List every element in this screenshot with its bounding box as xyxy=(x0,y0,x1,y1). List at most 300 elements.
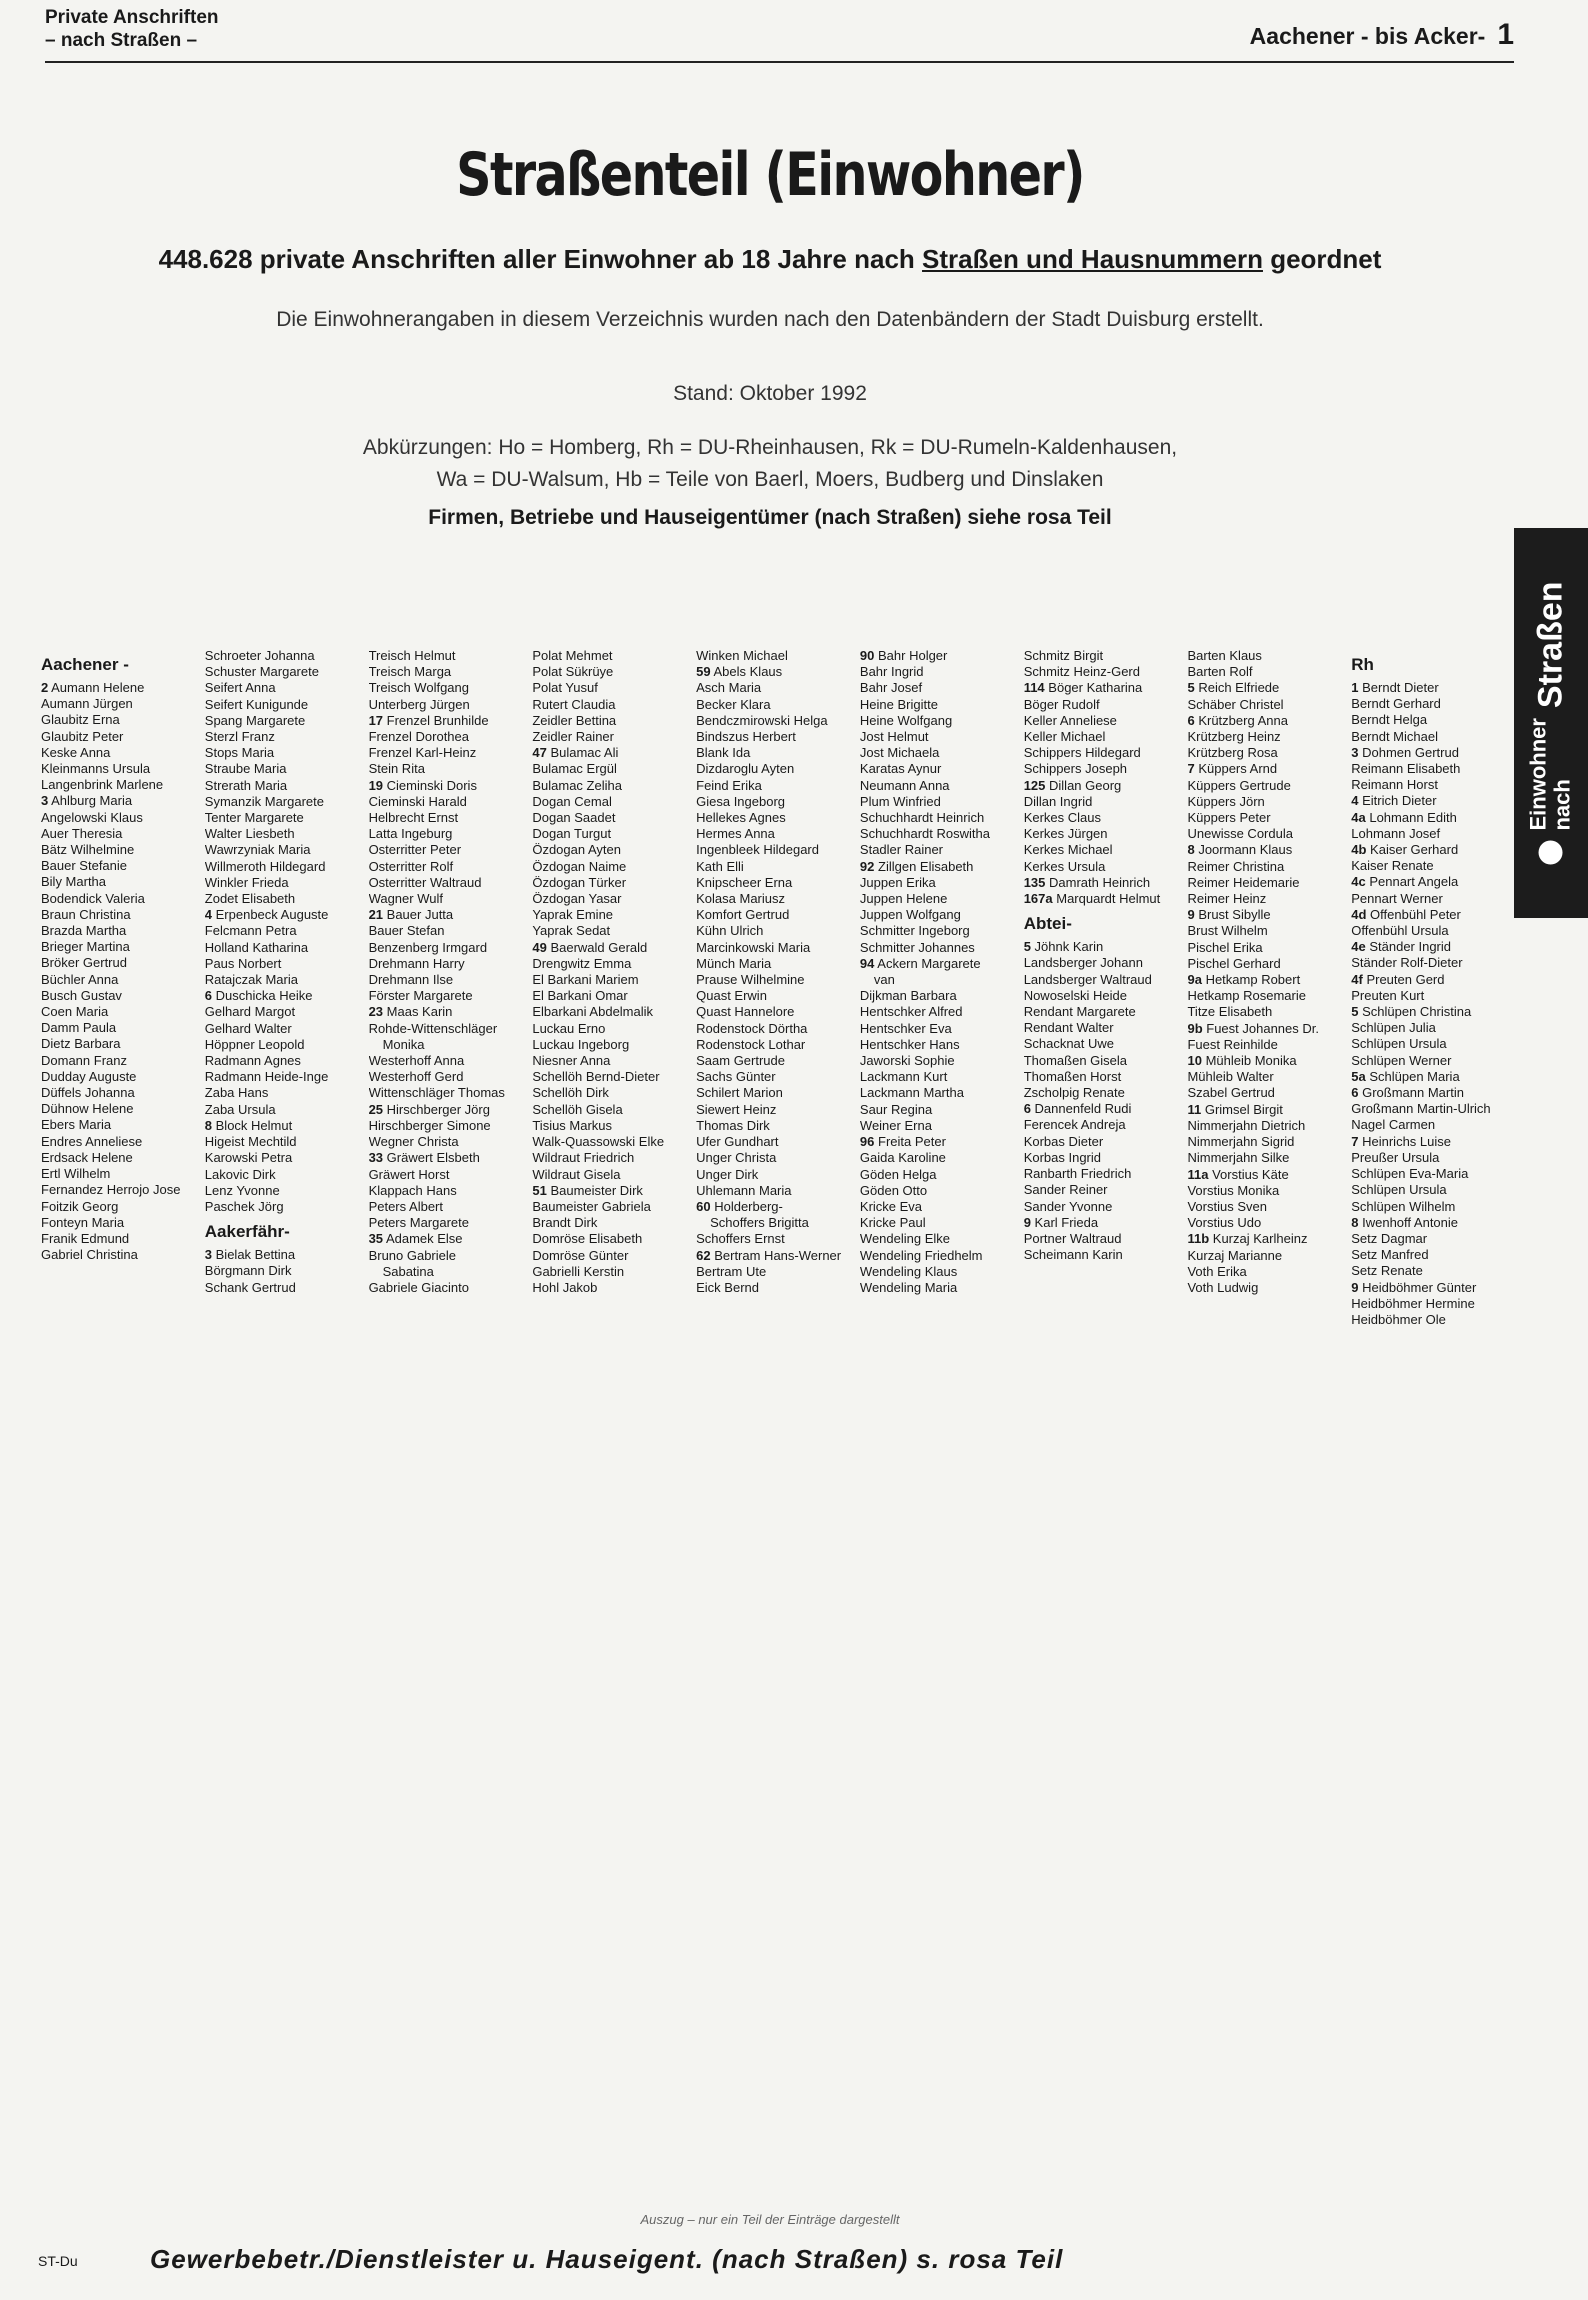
resident-name: Zaba Hans xyxy=(204,1085,269,1101)
resident-entry xyxy=(1024,1020,1184,1036)
resident-name: Schippers Hildegard xyxy=(1023,745,1141,761)
resident-name: Reich Elfriede xyxy=(1198,680,1280,696)
resident-name: Rutert Claudia xyxy=(532,696,616,712)
header-street-range: Aachener - bis Acker- xyxy=(1249,23,1486,49)
resident-entry xyxy=(1351,1312,1511,1328)
directory-column xyxy=(1351,648,1511,2228)
resident-entry xyxy=(1351,1166,1511,1182)
resident-entry xyxy=(860,1021,1020,1037)
house-number: 59 xyxy=(696,664,711,680)
resident-entry xyxy=(41,1020,201,1036)
resident-name: Wendeling Elke xyxy=(859,1231,950,1247)
resident-entry xyxy=(1187,648,1347,664)
section-side-tab xyxy=(1514,528,1588,918)
subtitle-post: geordnet xyxy=(1262,244,1382,274)
resident-entry xyxy=(696,745,856,761)
resident-name: Gabriel Christina xyxy=(41,1247,138,1263)
resident-name: Schmitz Heinz-Gerd xyxy=(1023,664,1140,680)
resident-name: Nagel Carmen xyxy=(1351,1117,1436,1133)
resident-entry xyxy=(532,810,692,826)
resident-name: Wittenschläger Thomas xyxy=(368,1085,505,1101)
resident-name: Thomaßen Horst xyxy=(1023,1068,1122,1084)
resident-entry xyxy=(369,875,529,891)
resident-entry xyxy=(532,842,692,858)
resident-entry xyxy=(1187,891,1347,907)
street-heading: Abtei- xyxy=(1023,914,1072,934)
house-number: 4e xyxy=(1351,939,1366,955)
resident-entry xyxy=(41,712,201,728)
resident-entry xyxy=(41,955,201,971)
header-left-line1: Private Anschriften xyxy=(45,7,219,28)
resident-name: Böger Katharina xyxy=(1048,680,1143,696)
resident-entry xyxy=(41,1069,201,1085)
resident-name: Busch Gustav xyxy=(41,987,122,1003)
resident-name: Sabatina xyxy=(382,1263,434,1279)
resident-name: Bauer Stefan xyxy=(368,923,445,939)
resident-name: Schlüpen Maria xyxy=(1369,1068,1460,1084)
resident-name: Düffels Johanna xyxy=(41,1085,135,1101)
resident-name: Ufer Gundhart xyxy=(696,1134,779,1150)
resident-name: Schacknat Uwe xyxy=(1023,1036,1115,1052)
resident-entry xyxy=(41,874,201,890)
resident-name: Kolasa Mariusz xyxy=(696,891,785,907)
resident-entry xyxy=(1024,794,1184,810)
resident-name: Dijkman Barbara xyxy=(859,988,957,1004)
resident-name: Gaida Karoline xyxy=(859,1150,946,1166)
resident-entry xyxy=(1024,697,1184,713)
resident-name: Sterzl Franz xyxy=(204,729,275,745)
resident-entry xyxy=(1024,1247,1184,1263)
resident-entry xyxy=(532,875,692,891)
resident-entry xyxy=(696,988,856,1004)
resident-entry xyxy=(205,1004,365,1020)
resident-entry xyxy=(1024,745,1184,761)
resident-name: Zodet Elisabeth xyxy=(204,891,296,907)
resident-entry xyxy=(1024,1004,1184,1020)
resident-entry xyxy=(696,1102,856,1118)
resident-entry xyxy=(696,1183,856,1199)
resident-name: Titze Elisabeth xyxy=(1187,1004,1273,1020)
resident-name: Preuten Kurt xyxy=(1351,987,1425,1003)
house-number: 33 xyxy=(368,1150,384,1166)
house-number: 6 xyxy=(1351,1085,1359,1101)
resident-name: Krützberg Anna xyxy=(1198,712,1288,728)
resident-entry xyxy=(369,778,529,794)
resident-name: Schuster Margarete xyxy=(204,664,319,680)
tab-dot-icon xyxy=(1539,841,1563,865)
resident-name: Damm Paula xyxy=(41,1020,117,1036)
resident-entry xyxy=(369,810,529,826)
resident-name: Karl Frieda xyxy=(1034,1214,1099,1230)
resident-name: Offenbühl Peter xyxy=(1370,906,1461,922)
resident-name: Sander Yvonne xyxy=(1023,1198,1113,1214)
resident-entry xyxy=(696,1248,856,1264)
resident-name: Wildraut Friedrich xyxy=(532,1150,635,1166)
resident-entry xyxy=(1351,729,1511,745)
resident-entry xyxy=(860,891,1020,907)
resident-name: Scheimann Karin xyxy=(1023,1247,1123,1263)
resident-entry xyxy=(1187,826,1347,842)
resident-name: Bahr Holger xyxy=(878,648,948,663)
resident-name: Voth Erika xyxy=(1187,1263,1247,1279)
resident-entry xyxy=(860,1150,1020,1166)
resident-name: Winken Michael xyxy=(696,648,788,663)
resident-entry xyxy=(205,1037,365,1053)
resident-name: Domann Franz xyxy=(41,1052,127,1068)
resident-name: Heine Brigitte xyxy=(859,696,938,712)
resident-entry xyxy=(41,777,201,793)
resident-name: van xyxy=(873,972,895,988)
house-number: 90 xyxy=(859,648,875,663)
resident-name: Marquardt Helmut xyxy=(1056,891,1161,907)
resident-entry xyxy=(1187,1183,1347,1199)
resident-entry xyxy=(1351,712,1511,728)
house-number: 62 xyxy=(696,1247,711,1263)
resident-name: Blank Ida xyxy=(696,745,751,761)
resident-name: Küppers Jörn xyxy=(1187,793,1265,809)
resident-entry xyxy=(696,842,856,858)
resident-entry xyxy=(205,1118,365,1134)
resident-name: Block Helmut xyxy=(215,1117,293,1133)
resident-name: Peters Margarete xyxy=(368,1215,469,1231)
resident-entry xyxy=(369,713,529,729)
resident-name: Schuchhardt Heinrich xyxy=(859,810,985,826)
resident-entry xyxy=(696,697,856,713)
resident-entry xyxy=(1024,842,1184,858)
resident-entry xyxy=(860,1264,1020,1280)
subtitle xyxy=(0,244,1540,275)
resident-name: Offenbühl Ursula xyxy=(1351,923,1449,939)
house-number: 9b xyxy=(1187,1020,1203,1036)
resident-name: Luckau Erno xyxy=(532,1020,606,1036)
resident-entry xyxy=(369,826,529,842)
resident-entry xyxy=(369,1102,529,1118)
resident-entry xyxy=(1024,1117,1184,1133)
resident-entry xyxy=(860,664,1020,680)
resident-name: Cieminski Harald xyxy=(368,793,467,809)
resident-entry xyxy=(369,1069,529,1085)
resident-entry xyxy=(41,1199,201,1215)
resident-entry xyxy=(860,940,1020,956)
resident-name: Dogan Turgut xyxy=(532,826,612,842)
resident-name: Higeist Mechtild xyxy=(204,1134,297,1150)
resident-name: Langenbrink Marlene xyxy=(41,777,164,793)
resident-entry xyxy=(369,923,529,939)
resident-entry xyxy=(41,988,201,1004)
house-number: 25 xyxy=(368,1101,384,1117)
resident-entry xyxy=(1187,1134,1347,1150)
house-number: 47 xyxy=(532,745,547,761)
resident-entry xyxy=(1024,729,1184,745)
house-number: 11 xyxy=(1187,1101,1202,1117)
resident-entry xyxy=(369,1134,529,1150)
resident-entry xyxy=(369,745,529,761)
house-number: 6 xyxy=(204,988,213,1004)
resident-entry xyxy=(205,745,365,761)
resident-entry xyxy=(532,1069,692,1085)
resident-name: Kleinmanns Ursula xyxy=(41,761,151,777)
resident-name: Willmeroth Hildegard xyxy=(204,858,326,874)
directory-column xyxy=(696,648,856,2228)
resident-name: Berndt Dieter xyxy=(1362,680,1439,695)
resident-name: Bodendick Valeria xyxy=(41,890,145,906)
resident-name: Feind Erika xyxy=(696,777,762,793)
resident-name: Setz Manfred xyxy=(1351,1247,1429,1263)
resident-entry xyxy=(860,1248,1020,1264)
resident-name: Keske Anna xyxy=(41,744,111,760)
resident-entry xyxy=(860,680,1020,696)
resident-entry xyxy=(1024,826,1184,842)
resident-name: Neumann Anna xyxy=(859,777,950,793)
resident-entry xyxy=(41,891,201,907)
resident-entry xyxy=(1351,761,1511,777)
resident-entry xyxy=(369,1280,529,1296)
resident-entry xyxy=(369,1085,529,1101)
resident-entry xyxy=(696,1053,856,1069)
resident-name: Wawrzyniak Maria xyxy=(204,842,311,858)
page-number: 1 xyxy=(1497,18,1514,51)
resident-entry xyxy=(369,794,529,810)
resident-entry xyxy=(1187,972,1347,988)
resident-entry xyxy=(1024,713,1184,729)
resident-entry xyxy=(41,729,201,745)
resident-entry xyxy=(860,923,1020,939)
resident-name: Korbas Ingrid xyxy=(1023,1149,1102,1165)
resident-entry xyxy=(1024,648,1184,664)
resident-entry xyxy=(1024,1069,1184,1085)
resident-entry xyxy=(41,793,201,809)
resident-name: Szabel Gertrud xyxy=(1187,1085,1275,1101)
resident-name: Heidböhmer Hermine xyxy=(1351,1295,1475,1311)
resident-entry xyxy=(205,729,365,745)
resident-entry xyxy=(1351,1231,1511,1247)
resident-name: Bruno Gabriele xyxy=(368,1247,457,1263)
resident-name: Bahr Ingrid xyxy=(859,664,924,680)
resident-name: Schoffers Brigitta xyxy=(710,1215,809,1231)
resident-name: Schmitter Johannes xyxy=(859,939,975,955)
resident-name: Dillan Ingrid xyxy=(1023,793,1093,809)
resident-entry xyxy=(205,680,365,696)
resident-entry xyxy=(532,972,692,988)
resident-name: Schlüpen Werner xyxy=(1351,1052,1452,1068)
resident-entry xyxy=(369,729,529,745)
resident-name: Drehmann Harry xyxy=(368,955,465,971)
resident-name: Schmitter Ingeborg xyxy=(859,923,970,939)
resident-name: Böger Rudolf xyxy=(1023,696,1100,712)
house-number: 21 xyxy=(368,907,384,923)
resident-name: Siewert Heinz xyxy=(696,1101,777,1117)
resident-name: Frenzel Karl-Heinz xyxy=(368,745,477,761)
resident-entry xyxy=(369,697,529,713)
resident-name: Stein Rita xyxy=(368,761,425,777)
resident-name: Treisch Marga xyxy=(368,664,452,680)
resident-entry xyxy=(1187,1069,1347,1085)
resident-name: Brandt Dirk xyxy=(532,1215,598,1231)
resident-name: Ebers Maria xyxy=(41,1117,112,1133)
resident-name: Baumeister Dirk xyxy=(550,1182,643,1198)
resident-entry xyxy=(696,1118,856,1134)
resident-entry xyxy=(369,907,529,923)
resident-entry xyxy=(1024,810,1184,826)
resident-entry xyxy=(532,1231,692,1247)
resident-name: Göden Helga xyxy=(859,1166,937,1182)
resident-name: Zeidler Rainer xyxy=(532,729,614,745)
resident-name: Winkler Frieda xyxy=(204,874,289,890)
resident-name: Cieminski Doris xyxy=(386,777,477,793)
resident-entry xyxy=(1351,988,1511,1004)
footer-note: Gewerbebetr./Dienstleister u. Hauseigent. (nach Straßen) s. rosa Teil xyxy=(150,2244,1064,2274)
resident-name: Pischel Gerhard xyxy=(1187,955,1281,971)
resident-name: Portner Waltraud xyxy=(1023,1230,1122,1246)
resident-entry xyxy=(696,1199,856,1215)
stand-date: Stand: Oktober 1992 xyxy=(673,382,867,405)
resident-name: Hirschberger Simone xyxy=(368,1117,491,1133)
resident-entry xyxy=(532,907,692,923)
resident-name: Ackern Margarete xyxy=(877,955,981,971)
resident-name: Baerwald Gerald xyxy=(550,939,648,955)
resident-entry xyxy=(696,664,856,680)
house-number: 8 xyxy=(204,1117,213,1133)
resident-entry xyxy=(532,940,692,956)
resident-name: Preußer Ursula xyxy=(1351,1149,1440,1165)
resident-name: Radmann Agnes xyxy=(204,1053,301,1069)
resident-name: Karowski Petra xyxy=(204,1150,293,1166)
resident-entry xyxy=(1351,1150,1511,1166)
resident-name: Brust Sibylle xyxy=(1198,907,1271,923)
resident-entry xyxy=(205,810,365,826)
resident-name: Kühn Ulrich xyxy=(696,923,764,939)
resident-entry xyxy=(1024,875,1184,891)
resident-name: Hermes Anna xyxy=(696,826,775,842)
resident-name: Becker Klara xyxy=(696,696,771,712)
resident-name: Aumann Helene xyxy=(51,680,145,695)
resident-name: Benzenberg Irmgard xyxy=(368,939,488,955)
resident-name: Kaiser Gerhard xyxy=(1370,842,1459,858)
resident-name: Pischel Erika xyxy=(1187,939,1263,955)
resident-name: Luckau Ingeborg xyxy=(532,1036,630,1052)
resident-entry xyxy=(205,972,365,988)
resident-name: Vorstius Udo xyxy=(1187,1215,1262,1231)
resident-name: Bily Martha xyxy=(41,874,107,890)
resident-entry xyxy=(532,1215,692,1231)
resident-name: Asch Maria xyxy=(696,680,762,696)
resident-entry xyxy=(1187,761,1347,777)
resident-entry xyxy=(205,875,365,891)
resident-name: Sachs Günter xyxy=(696,1069,776,1085)
resident-entry xyxy=(860,1102,1020,1118)
tab-line1: Einwohner xyxy=(1526,718,1552,831)
resident-entry xyxy=(1351,680,1511,696)
resident-name: Frenzel Brunhilde xyxy=(386,712,489,728)
resident-name: Polat Yusuf xyxy=(532,680,598,696)
house-number: 9 xyxy=(1023,1214,1031,1230)
resident-name: Saur Regina xyxy=(859,1101,933,1117)
resident-entry xyxy=(1351,1101,1511,1117)
house-number: 6 xyxy=(1023,1101,1031,1117)
resident-entry xyxy=(532,1199,692,1215)
resident-entry xyxy=(1351,1004,1511,1020)
resident-name: Kerkes Jürgen xyxy=(1023,826,1108,842)
resident-entry xyxy=(860,875,1020,891)
resident-entry xyxy=(860,907,1020,923)
house-number: 8 xyxy=(1187,842,1195,858)
resident-entry xyxy=(41,1150,201,1166)
resident-entry xyxy=(1024,988,1184,1004)
resident-entry xyxy=(205,1053,365,1069)
resident-name: Freita Peter xyxy=(878,1134,946,1150)
resident-name: Seifert Kunigunde xyxy=(204,696,309,712)
resident-name: Saam Gertrude xyxy=(696,1053,785,1069)
resident-entry xyxy=(1187,875,1347,891)
resident-name: Kerkes Ursula xyxy=(1023,858,1106,874)
resident-name: Dizdaroglu Ayten xyxy=(696,761,795,777)
resident-name: Thomas Dirk xyxy=(696,1117,770,1133)
resident-entry xyxy=(1187,1264,1347,1280)
resident-entry xyxy=(1351,696,1511,712)
resident-entry xyxy=(532,859,692,875)
resident-entry xyxy=(532,826,692,842)
resident-name: Bröker Gertrud xyxy=(41,955,127,971)
directory-column xyxy=(1024,648,1184,2228)
resident-entry xyxy=(369,972,529,988)
header-section-label xyxy=(45,6,219,52)
resident-entry xyxy=(1351,955,1511,971)
resident-entry xyxy=(696,1021,856,1037)
resident-name: Glaubitz Erna xyxy=(41,712,120,728)
directory-column xyxy=(205,648,365,2228)
resident-name: Angelowski Klaus xyxy=(41,809,143,825)
resident-name: Küppers Arnd xyxy=(1198,761,1278,777)
resident-name: Bulamac Ergül xyxy=(532,761,617,777)
resident-entry xyxy=(1351,1247,1511,1263)
resident-entry xyxy=(369,1264,529,1280)
resident-entry xyxy=(860,713,1020,729)
resident-entry xyxy=(369,988,529,1004)
resident-name: Reimann Horst xyxy=(1351,777,1438,793)
resident-name: Nimmerjahn Sigrid xyxy=(1187,1134,1295,1150)
resident-entry xyxy=(1024,1231,1184,1247)
resident-name: Özdogan Ayten xyxy=(532,842,622,858)
resident-entry xyxy=(1024,972,1184,988)
resident-name: Bauer Stefanie xyxy=(41,858,128,874)
resident-entry xyxy=(1351,810,1511,826)
resident-entry xyxy=(1351,1280,1511,1296)
resident-name: Wegner Christa xyxy=(368,1134,459,1150)
resident-entry xyxy=(1187,1167,1347,1183)
resident-entry xyxy=(860,729,1020,745)
resident-entry xyxy=(369,1167,529,1183)
resident-name: Braun Christina xyxy=(41,906,131,922)
header-range xyxy=(1250,18,1514,52)
abbreviations-line1: Abkürzungen: Ho = Homberg, Rh = DU-Rheinhausen, Rk = DU-Rumeln-Kaldenhausen, xyxy=(362,436,1178,459)
resident-entry xyxy=(369,1004,529,1020)
abbreviations xyxy=(0,432,1540,496)
resident-entry xyxy=(1024,1085,1184,1101)
resident-entry xyxy=(369,1183,529,1199)
resident-entry xyxy=(205,1069,365,1085)
resident-name: Fuest Johannes Dr. xyxy=(1206,1020,1319,1036)
resident-entry xyxy=(1351,874,1511,890)
house-number: 35 xyxy=(368,1231,384,1247)
resident-entry xyxy=(205,826,365,842)
resident-entry xyxy=(1187,1004,1347,1020)
resident-entry xyxy=(860,1199,1020,1215)
resident-entry xyxy=(1024,859,1184,875)
resident-name: Stadler Rainer xyxy=(859,842,944,858)
house-number: 4 xyxy=(1351,793,1359,809)
resident-name: Yaprak Emine xyxy=(532,907,614,923)
resident-entry xyxy=(1187,745,1347,761)
